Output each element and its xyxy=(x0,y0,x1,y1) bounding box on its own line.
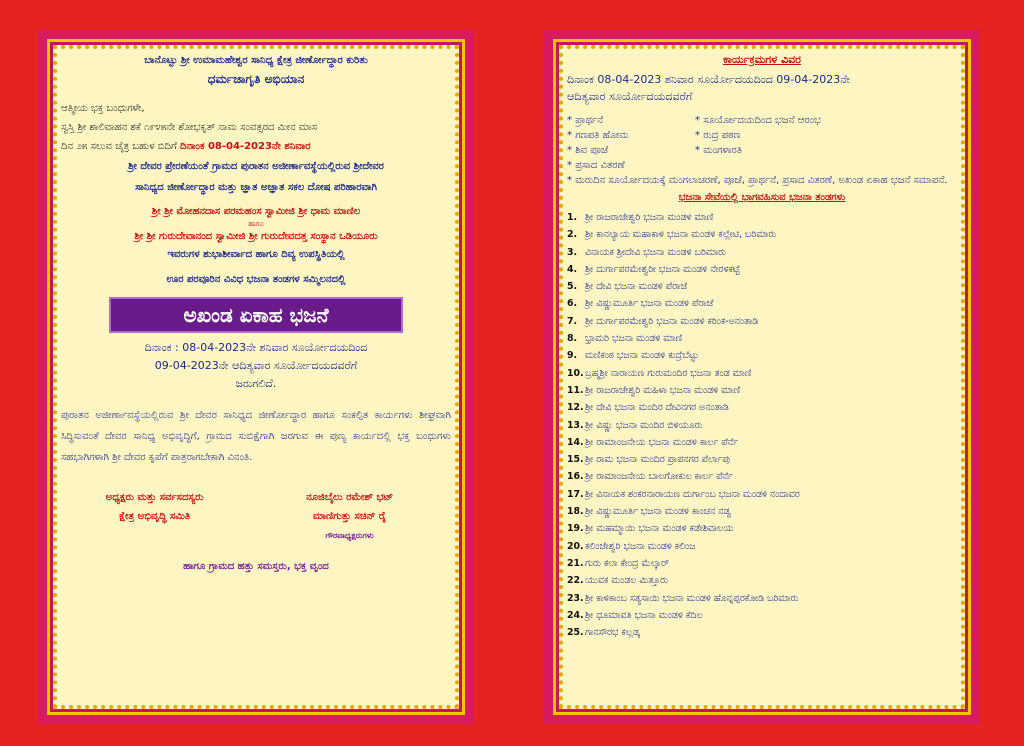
troupe-number: 1. xyxy=(567,212,578,223)
troupe-number: 6. xyxy=(567,298,578,310)
signatories xyxy=(61,488,451,545)
troupe-number: 2. xyxy=(567,229,578,241)
troupe-number: 14. xyxy=(567,436,584,448)
troupe-item xyxy=(567,468,957,485)
program-item: * ಪ್ರಸಾದ ವಿತರಣೆ xyxy=(567,160,957,171)
left-page xyxy=(38,30,474,724)
troupes-heading: ಭಜನಾ ಸೇವೆಯಲ್ಲಿ ಭಾಗವಹಿಸುವ ಭಜನಾ ತಂಡಗಳು xyxy=(678,192,846,203)
purpose-line-2: ಸಾನಿಧ್ಯದ ಜೀರ್ಣೋದ್ಧಾರ ಮತ್ತು ಜ್ಞಾತ ಅಜ್ಞಾತ ಸಕಲ ದೋಷ ಪರಿಹಾರವಾಗಿ xyxy=(135,182,377,193)
swami-1: ಶ್ರೀ ಶ್ರೀ ಮೋಹನದಾಸ ಪರಮಹಂಸ ಸ್ವಾಮೀಜಿ ಶ್ರೀ ಧಾಮ ಮಾಣಿಲ xyxy=(151,206,361,217)
program-item-next-day: * ಮರುದಿನ ಸೂರ್ಯೋದಯಕ್ಕೆ ಮಂಗಲಾಚರಣೆ, ಪೂಜೆ, ಪ್ರಾರ್ಥನೆ, ಪ್ರಸಾದ ವಿತರಣೆ, ಅಖಂಡ ಏಕಾಹ ಭಜನೆ ಸಮಾಪನೆ. xyxy=(567,175,957,186)
troupe-item xyxy=(567,520,957,537)
blessing-line: ಇವರುಗಳ ಶುಭಾಶೀರ್ವಾದ ಹಾಗೂ ದಿವ್ಯ ಉಪಸ್ಥಿತಿಯಲ್ಲಿ xyxy=(167,249,345,260)
greeting: ಆತ್ಮೀಯ ಭಕ್ತ ಬಂಧುಗಳೇ, xyxy=(61,103,145,114)
troupe-number: 15. xyxy=(567,454,584,466)
troupe-item xyxy=(567,572,957,589)
troupe-name: ಕಲಿಂಜೇಶ್ವರಿ ಭಜನಾ ಮಂಡಳಿ ಕಲಿಂಜ xyxy=(585,540,696,552)
troupe-name: ಶ್ರೀ ವಿಷ್ಣುಮೂರ್ತಿ ಭಜನಾ ಮಂಡಳಿ ಕಾಂಚನ ನಡ್ವ xyxy=(585,506,732,518)
calendar-text: ದಿನ ೨೫ ಸಲುವ ಚೈತ್ರ ಬಹುಳ ಬಿದಿಗೆ xyxy=(61,141,177,152)
troupe-name: ಶ್ರೀ ದೇವಿ ಭಜನಾ ಮಂಡಳಿ ಪೆರಾಜೆ xyxy=(585,281,688,293)
right-page xyxy=(544,30,980,724)
troupe-item xyxy=(567,590,957,607)
program-item: * ಸೂರ್ಯೋದಯದಿಂದ ಭಜನೆ ಆರಂಭ xyxy=(695,115,957,126)
troupe-list xyxy=(567,209,957,641)
troupe-number: 21. xyxy=(567,557,584,569)
troupe-number: 7. xyxy=(567,315,578,327)
troupe-number: 8. xyxy=(567,333,578,345)
program-item: * ಪ್ರಾರ್ಥನೆ xyxy=(567,115,695,126)
program-date-2: ಆದಿತ್ಯವಾರ ಸೂರ್ಯೋದಯದವರೆಗೆ xyxy=(567,90,693,103)
troupe-item xyxy=(567,330,957,347)
greeting-para-2 xyxy=(61,137,451,156)
troupe-name: ಗಾನಸೌರಭ ಕಲ್ಲಡ್ಕ xyxy=(585,627,640,639)
greeting-para-1: ಸ್ವಸ್ತಿ ಶ್ರೀ ಶಾಲಿವಾಹನ ಶಕೆ ೧೯೪೫ನೇ ಶೋಭಕೃತ್ ನಾಮ ಸಂವತ್ಸರದ ಮೀನ ಮಾಸ xyxy=(61,122,318,133)
troupe-name: ವಿನಾಯಕ ಶ್ರೀದೇವಿ ಭಜನಾ ಮಂಡಳಿ ಬರಿಮಾರು xyxy=(585,246,727,258)
troupe-name: ಗುರು ಕಲಾ ಕೇಂದ್ರ ಮೆಲ್ಕಾರ್ xyxy=(585,557,670,569)
troupe-number: 17. xyxy=(567,488,584,500)
troupe-number: 20. xyxy=(567,540,584,552)
presidents-title: ಗೌರವಾಧ್ಯಕ್ಷರುಗಳು xyxy=(325,531,374,540)
troupe-number: 10. xyxy=(567,367,584,379)
troupe-name: ಶ್ರೀ ಧೂಮಾವತಿ ಭಜನಾ ಮಂಡಳಿ ಕೆದಿಲ xyxy=(585,609,703,621)
troupe-name: ಶ್ರೀ ರಾಜರಾಜೇಶ್ವರಿ ಭಜನಾ ಮಂಡಳಿ ಮಾಣಿ xyxy=(585,212,714,223)
troupe-name: ಶ್ರೀ ವಿಷ್ಣು ಭಜನಾ ಮಂದಿರ ಬಿಳಿಯೂರು xyxy=(585,419,703,431)
committee-signatory xyxy=(61,488,248,545)
troupe-name: ಶ್ರೀ ದುರ್ಗಾಪರಮೇಶ್ವರೀ ಭಜನಾ ಮಂಡಳಿ ನೇರಳಕಟ್ಟೆ xyxy=(585,263,740,275)
troupe-item xyxy=(567,486,957,503)
troupe-name: ಶ್ರೀ ವಿನಾಯಕ ಶಂಕರನಾರಾಯಣ ದುರ್ಗಾಂಬ ಭಜನಾ ಮಂಡಳಿ ನಂದಾವರ xyxy=(585,488,800,500)
troupe-item xyxy=(567,417,957,434)
troupe-item xyxy=(567,538,957,555)
program-date-line xyxy=(567,71,957,105)
event-schedule xyxy=(61,339,451,393)
troupe-name: ಶ್ರೀ ಕಾನಲ್ಯಾಯ ಮಹಾಕಾಳಿ ಭಜನಾ ಮಂಡಳಿ ಕಲ್ಲೇಟಿ, ಬರಿಮಾರು xyxy=(585,229,777,241)
troupe-item xyxy=(567,555,957,572)
president-2: ಮಾಣಿಗುತ್ತು ಸಚಿನ್ ರೈ xyxy=(313,511,387,522)
date-line-1: ದಿನಾಂಕ : 08-04-2023ನೇ ಶನಿವಾರ ಸೂರ್ಯೋದಯದಿಂದ xyxy=(144,341,368,354)
troupe-name: ಶ್ರೀ ಕಾಳಿಕಾಂಬ ಸತ್ಯಸಾಯಿ ಭಜನಾ ಮಂಡಳಿ ಹೊನ್ನಪ್ಪರಕೋಡಿ ಬರಿಮಾರು xyxy=(585,592,799,604)
troupe-name: ಶ್ರೀ ರಾಮಾಂಜನೇಯ ಭಜನಾ ಮಂಡಳಿ ಕಾರ್ಲ ಪೆರ್ನೆ xyxy=(585,436,739,448)
troupe-item xyxy=(567,607,957,624)
troupe-name: ಮಣಿಕಂಠ ಭಜನಾ ಮಂಡಳಿ ಕುದ್ರೆಬೆಟ್ಟು xyxy=(585,350,699,362)
program-date-1: ದಿನಾಂಕ 08-04-2023 ಶನಿವಾರ ಸೂರ್ಯೋದಯದಿಂದ 09-04-2023ನೇ xyxy=(567,73,850,86)
troupe-item xyxy=(567,382,957,399)
troupe-number: 12. xyxy=(567,402,584,414)
troupe-name: ಶ್ರೀ ದೇವಿ ಭಜನಾ ಮಂದಿರ ದೇವಿನಗರ ಅನಂತಾಡಿ xyxy=(585,402,729,414)
troupe-number: 3. xyxy=(567,246,578,258)
program-item: * ಮಂಗಳಾರತಿ xyxy=(695,145,957,156)
troupe-name: ಬ್ರಹ್ಮಶ್ರೀ ನಾರಾಯಣ ಗುರುಮಂದಿರ ಭಜನಾ ತಂಡ ಮಾಣಿ xyxy=(585,367,752,379)
and-label: ಹಾಗೂ xyxy=(248,220,264,228)
event-banner: ಅಖಂಡ ಏಕಾಹ ಭಜನೆ xyxy=(111,299,401,331)
campaign-title: ಧರ್ಮಜಾಗೃತಿ ಅಭಿಯಾನ xyxy=(207,72,305,86)
troupe-item xyxy=(567,313,957,330)
troupe-name: ಶ್ರೀ ರಾಜರಾಜೇಶ್ವರಿ ಮಹಿಳಾ ಭಜನಾ ಮಂಡಳಿ ಮಾಣಿ xyxy=(585,384,741,396)
program-item: * ಗಣಪತಿ ಹೋಮ xyxy=(567,130,695,141)
program-item: * ರುದ್ರ ಪಠಣ xyxy=(695,130,957,141)
troupe-name: ಶ್ರೀ ವಿಷ್ಣುಮೂರ್ತಿ ಭಜನಾ ಮಂಡಳಿ ಪೆರಾಜೆ xyxy=(585,298,714,310)
swami-2: ಶ್ರೀ ಶ್ರೀ ಗುರುದೇವಾನಂದ ಸ್ವಾಮೀಜಿ ಶ್ರೀ ಗುರುದೇವದತ್ತ ಸಂಸ್ಥಾನ ಒಡಿಯೂರು xyxy=(134,231,378,242)
purpose-line-1: ಶ್ರೀ ದೇವರ ಪ್ರೇರಣೆಯಂತೆ ಗ್ರಾಮದ ಪುರಾತನ ಅಜೀರ್ಣಾವಸ್ಥೆಯಲ್ಲಿರುವ ಶ್ರೀದೇವರ xyxy=(128,161,384,172)
date-line-2: 09-04-2023ನೇ ಆದಿತ್ಯವಾರ ಸೂರ್ಯೋದಯದವರೆಗೆ xyxy=(154,359,358,372)
troupe-number: 18. xyxy=(567,506,584,518)
troupe-number: 11. xyxy=(567,384,584,396)
troupe-name: ಶ್ರೀ ರಾಮಾಂಜನೇಯ ಬಾಲಗೋಕುಲ ಕಾರ್ಲ ಪೆರ್ನೆ xyxy=(585,471,733,483)
troupe-number: 22. xyxy=(567,575,584,587)
collective-line: ಊರ ಪರವೂರಿನ ವಿವಿಧ ಭಜನಾ ತಂಡಗಳ ಸಮ್ಮಿಲನದಲ್ಲಿ xyxy=(166,274,346,285)
program-item: * ಶಿವ ಪೂಜೆ xyxy=(567,145,695,156)
troupe-number: 19. xyxy=(567,523,584,535)
troupe-number: 4. xyxy=(567,263,578,275)
troupe-item xyxy=(567,244,957,261)
troupe-item xyxy=(567,295,957,312)
troupe-name: ಯುವಕ ಮಂಡಲ ಮಿತ್ತೂರು xyxy=(585,575,668,587)
event-date: ದಿನಾಂಕ 08-04-2023ನೇ ಶನಿವಾರ xyxy=(179,141,311,152)
troupe-item xyxy=(567,226,957,243)
troupe-item xyxy=(567,365,957,382)
troupe-number: 23. xyxy=(567,592,584,604)
program-list xyxy=(567,115,957,186)
appeal-paragraph: ಪುರಾತನ ಅಜೀರ್ಣಾವಸ್ಥೆಯಲ್ಲಿರುವ ಶ್ರೀ ದೇವರ ಸಾನಿಧ್ಯದ ಜೀರ್ಣೋದ್ಧಾರ ಹಾಗೂ ಸಂಕಲ್ಪಿತ ಕಾರ್ಯಗಳು ಶೀಘ್ರವಾಗಿ ಸಿದ್ಧಿಸುವಂತೆ ದೇವರ ಸಾನಿಧ್ಯ ಅಭಿವೃದ್ಧಿಗೆ, ಗ್ರಾಮದ ಸುಬಿಕ್ಷೆಗಾಗಿ ಜರಗುವ ಈ ಪುಣ್ಯ ಕಾರ್ಯದಲ್ಲಿ ಭಕ್ತ ಬಂಧುಗಳು ಸಹಭಾಗಿಗಳಾಗಿ ಶ್ರೀ ದೇವರ ಕೃಪೆಗೆ ಪಾತ್ರರಾಗಬೇಕಾಗಿ ವಿನಂತಿ. xyxy=(61,410,451,463)
program-heading: ಕಾರ್ಯಕ್ರಮಗಳ ವಿವರ xyxy=(723,53,801,66)
troupe-number: 9. xyxy=(567,350,578,362)
troupe-name: ಶ್ರೀ ದುರ್ಗಾಪರಮೇಶ್ವರಿ ಭಜನಾ ಮಂಡಳಿ ಕರಿಂಕ-ಅನಂತಾಡಿ xyxy=(585,315,759,327)
troupe-item xyxy=(567,261,957,278)
troupe-item xyxy=(567,434,957,451)
troupe-number: 13. xyxy=(567,419,584,431)
presidents-signatory xyxy=(248,488,451,545)
troupe-number: 25. xyxy=(567,627,584,639)
troupe-item xyxy=(567,624,957,641)
troupe-name: ಶ್ರೀ ಮಹಮ್ಮಾಯಿ ಭಜನಾ ಮಂಡಳಿ ಕಡೇಶಿವಾಲಯ xyxy=(585,523,734,535)
troupe-name: ಶ್ರೀ ರಾಮ ಭಜನಾ ಮಂದಿರ ಪ್ರಾಪನಗರ ಪೆರ್ಲಾಪು xyxy=(585,454,730,466)
date-line-3: ಜರುಗಲಿದೆ. xyxy=(235,377,277,390)
greeting-block xyxy=(61,99,451,156)
troupe-number: 24. xyxy=(567,609,584,621)
troupe-item xyxy=(567,209,957,226)
troupe-item xyxy=(567,399,957,416)
temple-heading: ಬಾನೊಟ್ಟು ಶ್ರೀ ಉಮಾಮಹೇಶ್ವರ ಸಾನಿಧ್ಯ ಕ್ಷೇತ್ರ ಜೀರ್ಣೋದ್ಧಾರ ಕುರಿತು xyxy=(144,55,368,66)
troupe-item xyxy=(567,347,957,364)
committee-line-2: ಕ್ಷೇತ್ರ ಅಭಿವೃದ್ಧಿ ಸಮಿತಿ xyxy=(119,511,191,522)
troupe-number: 5. xyxy=(567,281,578,293)
footer-line: ಹಾಗೂ ಗ್ರಾಮದ ಹತ್ತು ಸಮಸ್ತರು, ಭಕ್ತ ವೃಂದ xyxy=(183,561,329,572)
troupe-item xyxy=(567,278,957,295)
troupe-number: 16. xyxy=(567,471,584,483)
troupe-name: ಭ್ರಾಮರಿ ಭಜನಾ ಮಂಡಳಿ ಮಾಣಿ xyxy=(585,333,683,345)
troupe-item xyxy=(567,503,957,520)
troupe-item xyxy=(567,451,957,468)
president-1: ನೂಜಿಬೈಲು ರಮೇಶ್ ಭಟ್ xyxy=(306,492,394,503)
committee-line-1: ಅಧ್ಯಕ್ಷರು ಮತ್ತು ಸರ್ವಸದಸ್ಯರು xyxy=(105,492,204,503)
